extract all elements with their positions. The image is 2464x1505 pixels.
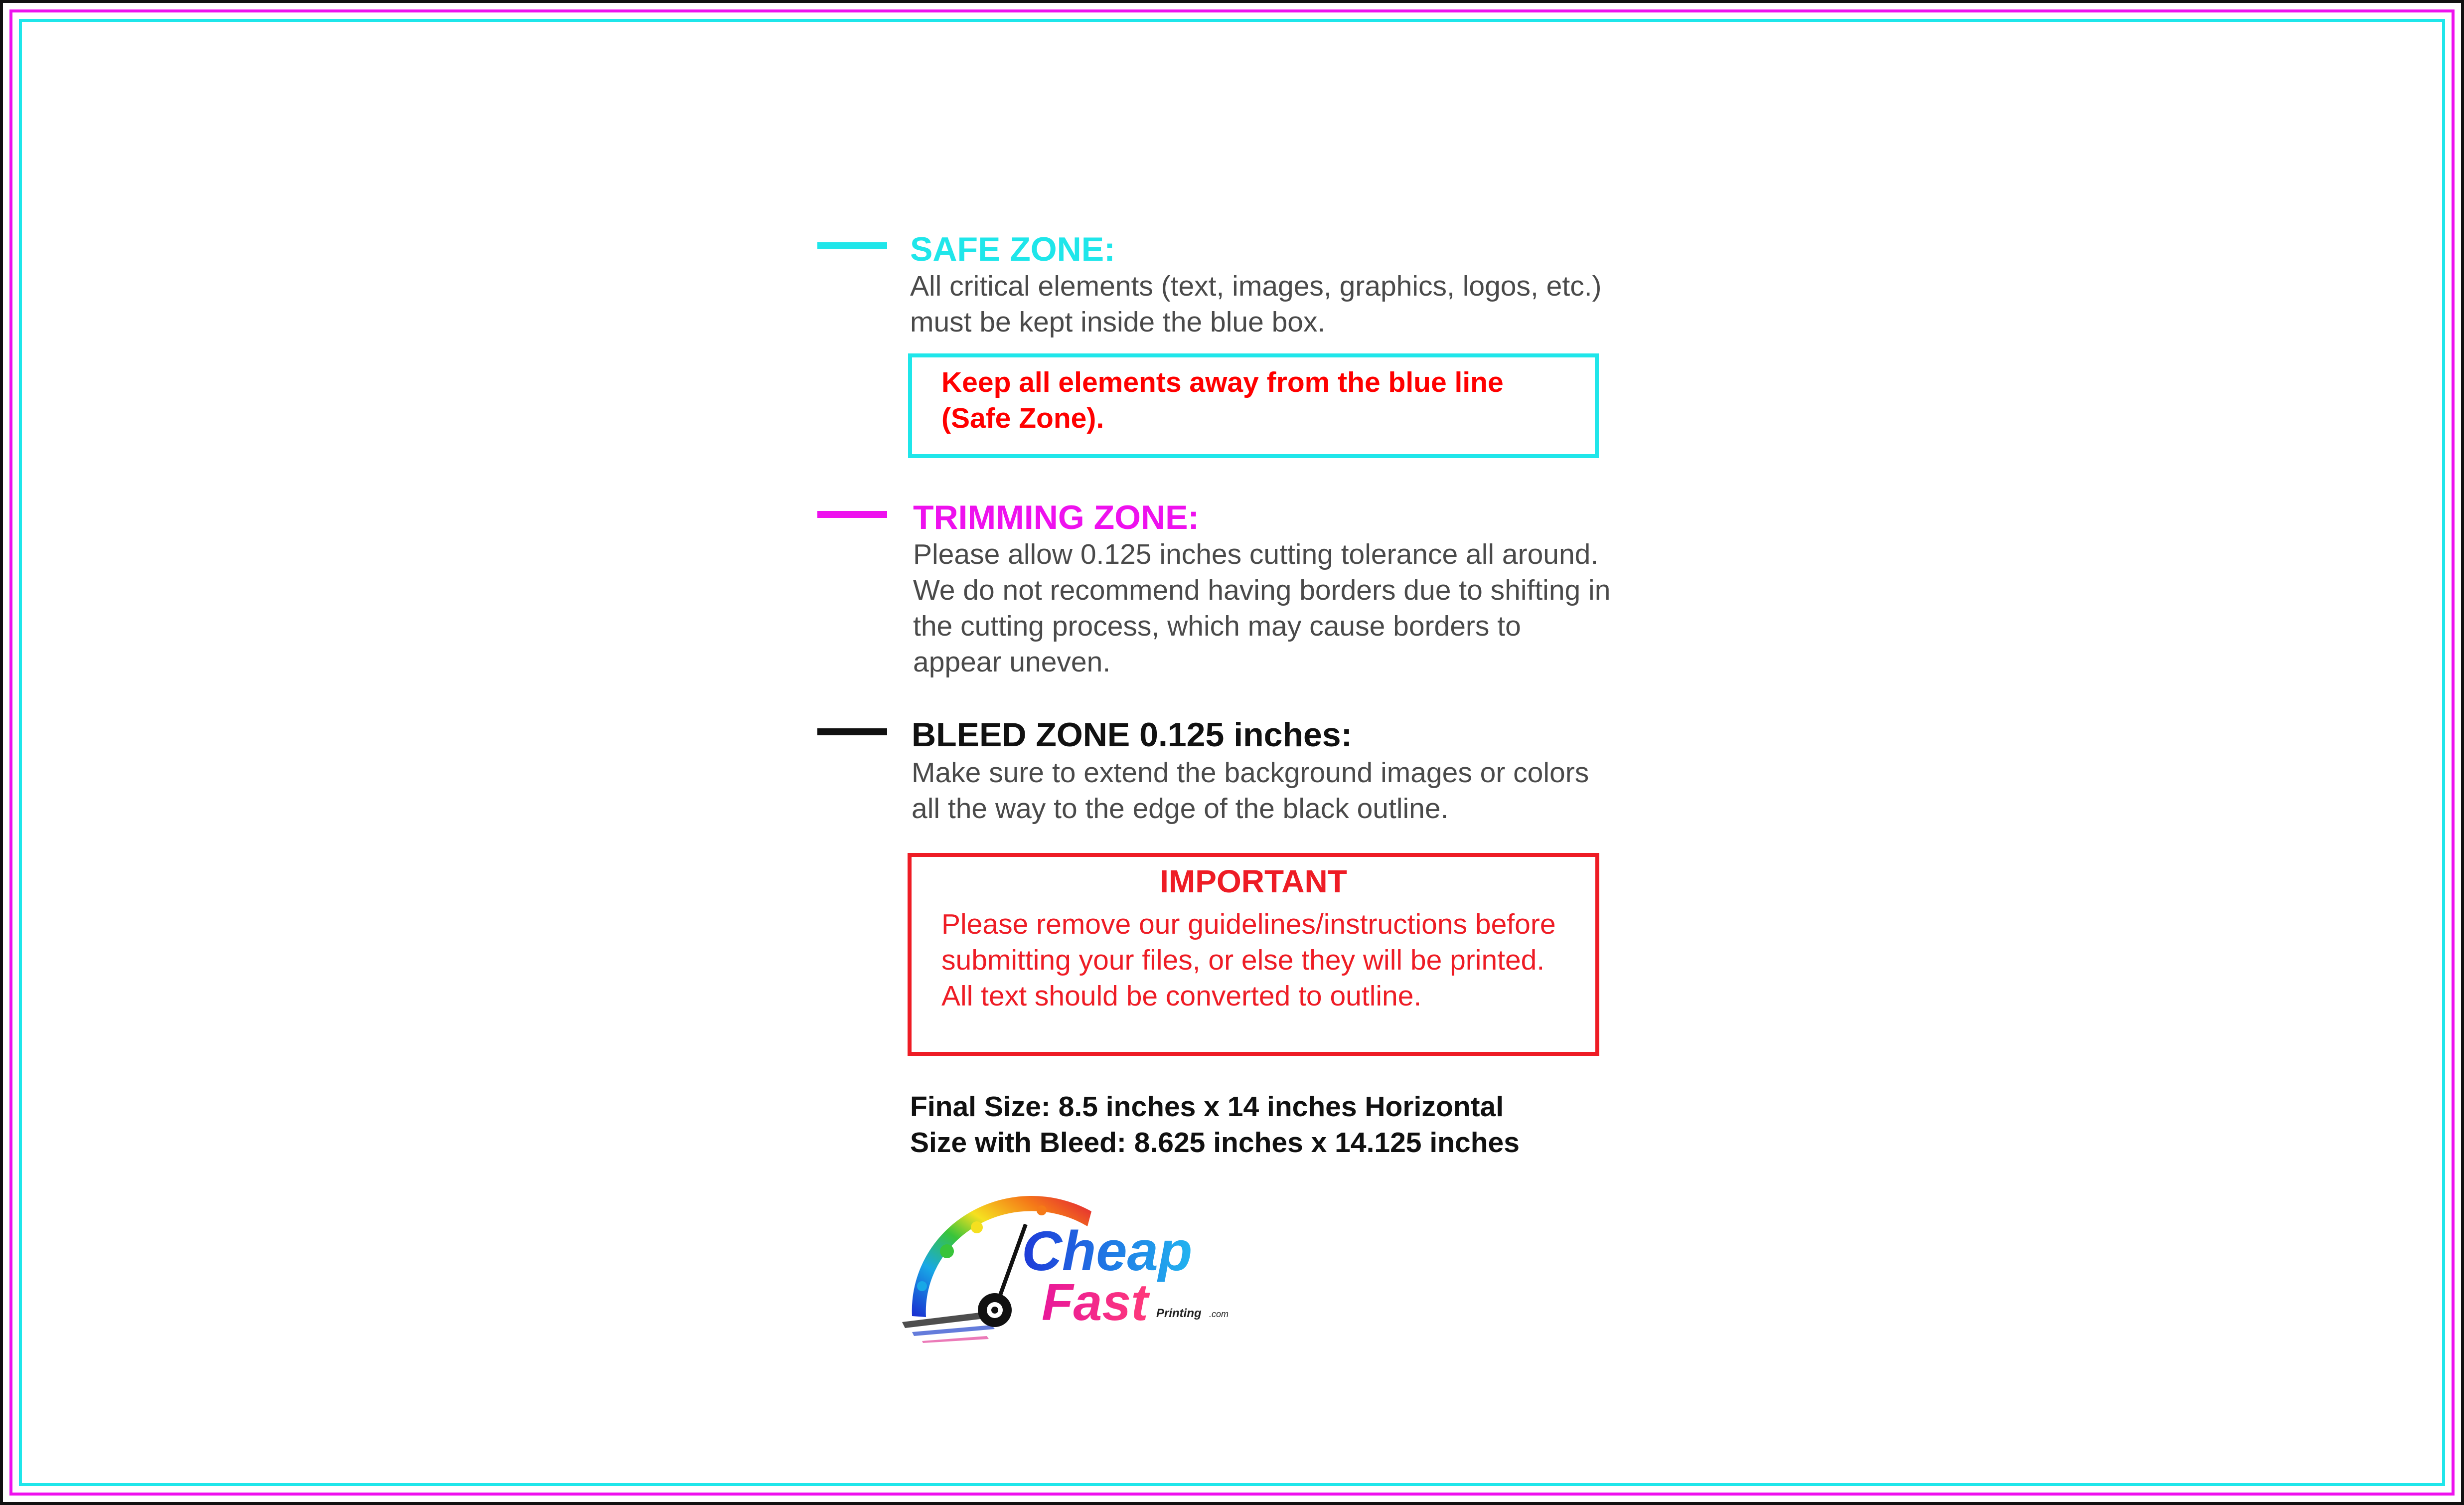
- size-info: [910, 1089, 1520, 1161]
- trimming-zone-line: Please allow 0.125 inches cutting tolerance all around.: [913, 538, 1599, 570]
- bleed-zone-line: Make sure to extend the background images or colors: [912, 757, 1589, 789]
- safe-zone-callout-line: Keep all elements away from the blue line: [941, 366, 1504, 398]
- important-line: submitting your files, or else they will be printed.: [941, 944, 1545, 976]
- bleed-zone-swatch: [817, 728, 887, 735]
- trimming-zone-description: [913, 536, 1610, 680]
- important-line: Please remove our guidelines/instructions before: [941, 908, 1556, 940]
- bleed-zone-description: [912, 755, 1589, 827]
- safe-zone-line: All critical elements (text, images, graphics, logos, etc.): [910, 270, 1602, 302]
- safe-zone-line: must be kept inside the blue box.: [910, 306, 1326, 338]
- trimming-zone-line: We do not recommend having borders due to shifting in: [913, 574, 1611, 606]
- bleed-zone-line: all the way to the edge of the black outline.: [912, 793, 1449, 825]
- trimming-zone-line: the cutting process, which may cause borders to: [913, 610, 1521, 642]
- important-body: [941, 906, 1556, 1014]
- bleed-size: Size with Bleed: 8.625 inches x 14.125 inches: [910, 1127, 1520, 1159]
- trimming-zone-swatch: [817, 511, 887, 518]
- logo-word-cheap: Cheap: [1022, 1220, 1193, 1282]
- safe-zone-callout-line: (Safe Zone).: [941, 402, 1104, 434]
- logo-word-fast: Fast: [1042, 1274, 1148, 1332]
- logo-domain-suffix: .com: [1209, 1309, 1229, 1319]
- trimming-zone-line: appear uneven.: [913, 646, 1111, 678]
- trimming-zone-heading: TRIMMING ZONE:: [913, 499, 1200, 536]
- logo-word-printing: Printing: [1156, 1307, 1202, 1320]
- safe-zone-heading: SAFE ZONE:: [910, 230, 1115, 268]
- safe-zone-callout-text: [941, 364, 1504, 436]
- safe-zone-description: [910, 268, 1602, 340]
- important-line: All text should be converted to outline.: [941, 980, 1422, 1012]
- bleed-zone-heading: BLEED ZONE 0.125 inches:: [912, 716, 1353, 754]
- cheapfastprinting-logo: [892, 1191, 1241, 1346]
- important-title: IMPORTANT: [1160, 863, 1347, 899]
- gauge-needle: [978, 1224, 1026, 1327]
- safe-zone-swatch: [817, 242, 887, 249]
- final-size: Final Size: 8.5 inches x 14 inches Horizontal: [910, 1091, 1504, 1123]
